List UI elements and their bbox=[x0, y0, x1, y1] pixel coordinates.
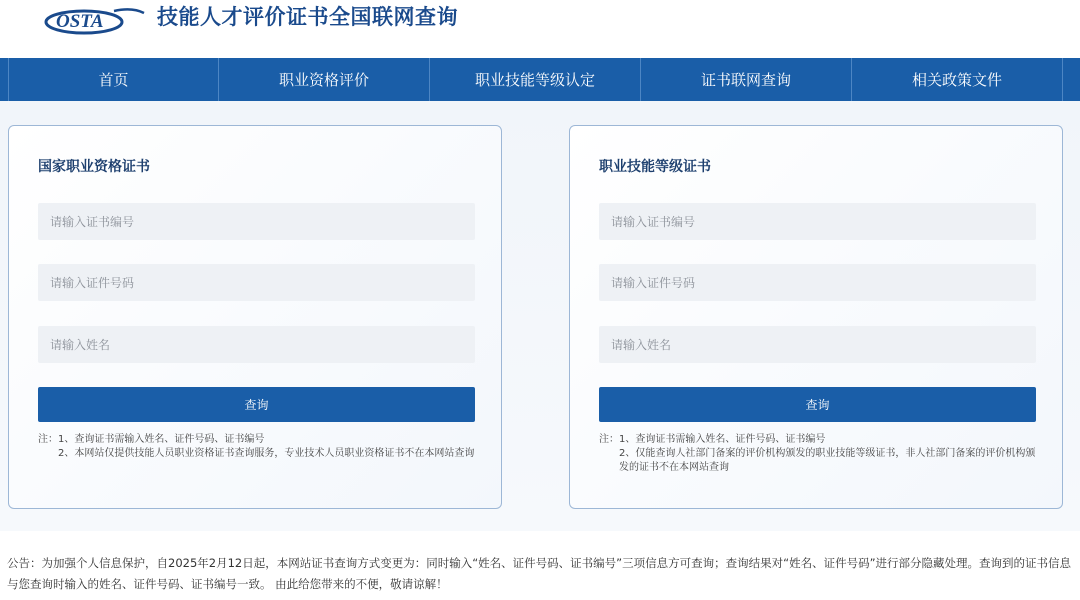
query-button[interactable]: 查询 bbox=[38, 387, 475, 422]
note-text: 1、查询证书需输入姓名、证件号码、证书编号 bbox=[619, 434, 826, 445]
notes bbox=[38, 433, 478, 461]
note-row bbox=[38, 433, 478, 447]
nav-item-skill-level-certification[interactable]: 职业技能等级认定 bbox=[430, 58, 641, 101]
cert-number-input[interactable] bbox=[38, 203, 475, 240]
id-number-input[interactable] bbox=[599, 264, 1036, 301]
main-nav bbox=[0, 58, 1080, 101]
nav-item-qualification-evaluation[interactable]: 职业资格评价 bbox=[219, 58, 430, 101]
note-prefix: 注： bbox=[38, 434, 58, 445]
card-title: 国家职业资格证书 bbox=[38, 159, 150, 175]
cert-number-input[interactable] bbox=[599, 203, 1036, 240]
announcement: 公告：为加强个人信息保护，自2025年2月12日起，本网站证书查询方式变更为：同时输入“姓名、证件号码、证书编号”三项信息方可查询；查询结果对“姓名、证件号码”进行部分隐藏处理。查询到的证书信息与您查询时输入的姓名、证件号码、证书编号一致。 由此给您带来的不便，敬请谅解！ bbox=[7, 556, 1072, 591]
nav-item-home[interactable]: 首页 bbox=[8, 58, 219, 101]
note-row bbox=[38, 447, 478, 461]
skill-level-card bbox=[569, 125, 1063, 509]
note-row bbox=[599, 447, 1039, 475]
name-input[interactable] bbox=[599, 326, 1036, 363]
card-title: 职业技能等级证书 bbox=[599, 159, 711, 175]
note-row bbox=[599, 433, 1039, 447]
query-button[interactable]: 查询 bbox=[599, 387, 1036, 422]
note-prefix bbox=[38, 447, 58, 461]
query-content bbox=[0, 101, 1080, 531]
qualification-card bbox=[8, 125, 502, 509]
osta-logo[interactable] bbox=[44, 5, 148, 35]
nav-item-policy-documents[interactable]: 相关政策文件 bbox=[852, 58, 1063, 101]
notes bbox=[599, 433, 1039, 475]
note-prefix: 注： bbox=[599, 434, 619, 445]
note-prefix bbox=[599, 447, 619, 475]
logo-text: OSTA bbox=[56, 11, 104, 32]
nav-item-certificate-query[interactable]: 证书联网查询 bbox=[641, 58, 852, 101]
site-header bbox=[0, 0, 1080, 58]
name-input[interactable] bbox=[38, 326, 475, 363]
site-title: 技能人才评价证书全国联网查询 bbox=[157, 5, 458, 29]
note-text: 2、仅能查询人社部门备案的评价机构颁发的职业技能等级证书，非人社部门备案的评价机构颁发的证书不在本网站查询 bbox=[619, 448, 1036, 473]
id-number-input[interactable] bbox=[38, 264, 475, 301]
note-text: 2、本网站仅提供技能人员职业资格证书查询服务，专业技术人员职业资格证书不在本网站查询 bbox=[58, 448, 475, 459]
note-text: 1、查询证书需输入姓名、证件号码、证书编号 bbox=[58, 434, 265, 445]
